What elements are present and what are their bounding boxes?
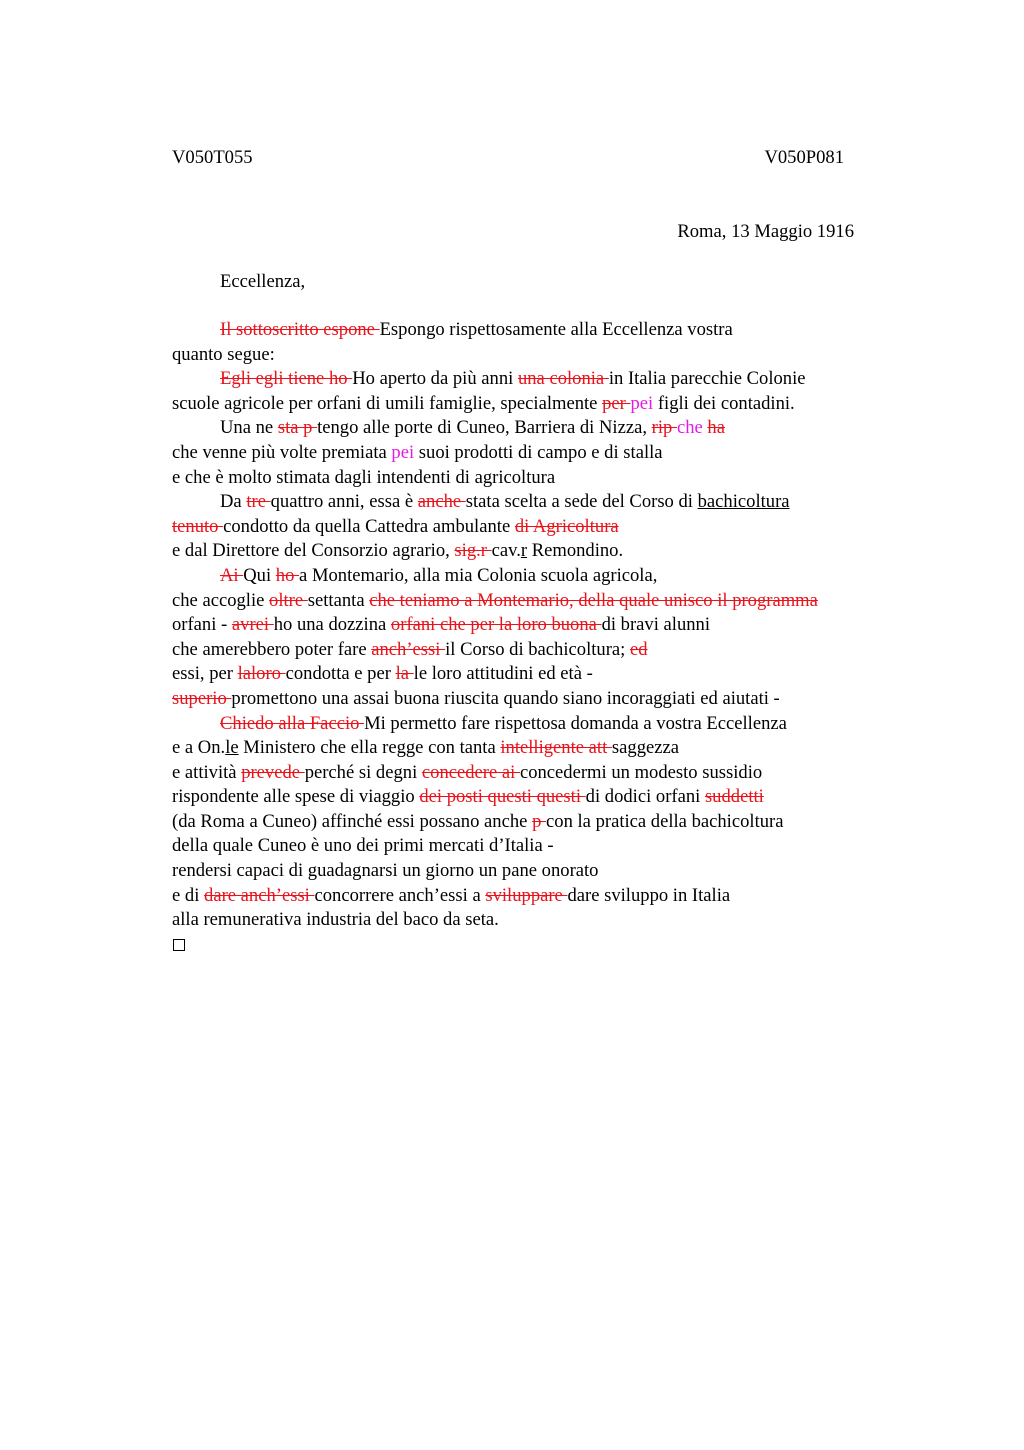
text-segment: Remondino. bbox=[527, 540, 624, 562]
text-segment: essi, per bbox=[172, 663, 238, 685]
text-segment: (da Roma a Cuneo) affinché essi possano anche bbox=[172, 810, 533, 832]
deleted-text: sta p bbox=[277, 417, 318, 439]
deleted-text: avrei bbox=[231, 614, 274, 636]
text-segment: Da bbox=[220, 491, 247, 513]
text-segment: ho una dozzina bbox=[273, 614, 391, 636]
text-segment: quattro anni, essa è bbox=[270, 491, 418, 513]
text-segment: Qui bbox=[243, 564, 276, 586]
deleted-text: Il sottoscritto espone bbox=[220, 319, 380, 340]
deleted-text: suddetti bbox=[704, 786, 764, 808]
text-segment: Mi permetto fare rispettosa domanda a vostra Eccellenza bbox=[364, 712, 787, 734]
deleted-text: una colonia bbox=[517, 368, 609, 390]
text-segment: settanta bbox=[307, 589, 370, 611]
letter-line bbox=[172, 367, 892, 392]
text-segment: e dal Direttore del Consorzio agrario, bbox=[172, 540, 455, 562]
deleted-text: intelligente att bbox=[500, 737, 612, 759]
inserted-text: che bbox=[676, 417, 703, 439]
text-segment: in Italia parecchie Colonie bbox=[608, 368, 806, 390]
letter-line bbox=[172, 785, 892, 810]
text-segment: suoi prodotti di campo e di stalla bbox=[414, 441, 663, 463]
deleted-text: sig.r bbox=[454, 540, 492, 562]
deleted-text: anche bbox=[417, 491, 466, 513]
text-segment: e attività bbox=[172, 761, 242, 783]
underlined-text: bachicoltura bbox=[697, 491, 790, 513]
text-segment: saggezza bbox=[611, 737, 679, 759]
text-segment: di dodici orfani bbox=[585, 786, 705, 808]
text-segment: le loro attitudini ed età - bbox=[413, 663, 593, 685]
letter-line bbox=[172, 564, 892, 589]
header-left-code: V050T055 bbox=[172, 147, 253, 168]
dateline: Roma, 13 Maggio 1916 bbox=[677, 221, 854, 242]
text-segment: orfani - bbox=[172, 614, 232, 636]
deleted-text: dare anch’essi bbox=[204, 884, 315, 906]
deleted-text: per bbox=[602, 392, 631, 414]
letter-line bbox=[172, 687, 892, 712]
letter-line bbox=[172, 761, 892, 786]
deleted-text: ha bbox=[707, 417, 725, 439]
letter-line bbox=[172, 416, 892, 441]
letter-line bbox=[172, 638, 892, 663]
text-segment: Ho aperto da più anni bbox=[352, 368, 518, 390]
deleted-text: superio bbox=[172, 687, 232, 709]
letter-line bbox=[172, 613, 892, 638]
text-segment: dare sviluppo in Italia bbox=[567, 884, 731, 906]
deleted-text: tre bbox=[246, 491, 271, 513]
deleted-text: ho bbox=[275, 564, 300, 586]
text-segment: perché si degni bbox=[304, 761, 422, 783]
letter-line bbox=[172, 490, 892, 515]
deleted-text: anch’essi bbox=[371, 638, 446, 660]
text-segment: e che è molto stimata dagli intendenti di agricoltura bbox=[172, 466, 556, 488]
deleted-text: la bbox=[395, 663, 414, 685]
deleted-text: p bbox=[532, 810, 547, 832]
deleted-text: che teniamo a Montemario, della quale unisco il programma bbox=[369, 589, 818, 611]
empty-square-icon bbox=[173, 939, 185, 951]
letter-line bbox=[172, 589, 892, 614]
deleted-text: dei posti questi questi bbox=[419, 786, 586, 808]
deleted-text: Ai bbox=[220, 564, 244, 586]
deleted-text: rip bbox=[651, 417, 677, 439]
text-segment: a Montemario, alla mia Colonia scuola agricola, bbox=[299, 564, 658, 586]
letter-line bbox=[172, 318, 892, 343]
text-segment: che amerebbero poter fare bbox=[172, 638, 372, 660]
letter-line bbox=[172, 343, 892, 368]
deleted-text: oltre bbox=[269, 589, 308, 611]
letter-line bbox=[172, 712, 892, 737]
text-segment: Ministero che ella regge con tanta bbox=[238, 737, 501, 759]
letter-line bbox=[172, 392, 892, 417]
text-segment: rendersi capaci di guadagnarsi un giorno un pane onorato bbox=[172, 860, 599, 882]
letter-line bbox=[172, 441, 892, 466]
text-segment: promettono una assai buona riuscita quando siano incoraggiati ed aiutati - bbox=[231, 687, 780, 709]
letter-line bbox=[172, 908, 892, 933]
text-segment: concorrere anch’essi a bbox=[314, 884, 486, 906]
text-segment: scuole agricole per orfani di umili famiglie, specialmente bbox=[172, 392, 603, 414]
letter-line bbox=[172, 834, 892, 859]
deleted-text: ed bbox=[629, 638, 648, 660]
deleted-text: di Agricoltura bbox=[514, 515, 619, 537]
text-segment: concedermi un modesto sussidio bbox=[519, 761, 763, 783]
letter-line bbox=[172, 859, 892, 884]
text-segment: della quale Cuneo è uno dei primi mercati d’Italia - bbox=[172, 835, 554, 857]
deleted-text: tenuto bbox=[172, 515, 224, 537]
header-right-code: V050P081 bbox=[764, 147, 844, 168]
deleted-text: concedere ai bbox=[421, 761, 520, 783]
text-segment: stata scelta a sede del Corso di bbox=[465, 491, 698, 513]
deleted-text: Egli egli tiene ho bbox=[220, 368, 353, 390]
deleted-text: sviluppare bbox=[485, 884, 568, 906]
inserted-text: pei bbox=[391, 441, 415, 463]
letter-line bbox=[172, 884, 892, 909]
letter-line bbox=[172, 539, 892, 564]
text-segment: e a On. bbox=[172, 737, 226, 759]
deleted-text: Chiedo alla Faccio bbox=[220, 712, 365, 734]
text-segment: quanto segue: bbox=[172, 343, 275, 365]
text-segment: e di bbox=[172, 884, 205, 906]
text-segment: condotto da quella Cattedra ambulante bbox=[223, 515, 515, 537]
text-segment: rispondente alle spese di viaggio bbox=[172, 786, 420, 808]
inserted-text: pei bbox=[630, 392, 654, 414]
letter-line bbox=[172, 810, 892, 835]
letter-line bbox=[172, 736, 892, 761]
letter-line bbox=[172, 515, 892, 540]
text-segment: cav. bbox=[491, 540, 521, 562]
text-segment: figli dei contadini. bbox=[653, 392, 795, 414]
letter-line bbox=[172, 662, 892, 687]
text-segment: con la pratica della bachicoltura bbox=[546, 810, 784, 832]
end-mark bbox=[172, 933, 892, 958]
text-segment: di bravi alunni bbox=[601, 614, 711, 636]
text-segment: tengo alle porte di Cuneo, Barriera di Nizza, bbox=[317, 417, 652, 439]
letter-line bbox=[172, 466, 892, 491]
deleted-text: prevede bbox=[241, 761, 305, 783]
salutation: Eccellenza, bbox=[220, 271, 306, 292]
underlined-text: r bbox=[520, 540, 528, 562]
deleted-text: laloro bbox=[237, 663, 286, 685]
deleted-text: orfani che per la loro buona bbox=[390, 614, 602, 636]
text-segment: condotta e per bbox=[285, 663, 396, 685]
text-segment: che venne più volte premiata bbox=[172, 441, 392, 463]
letter-lines bbox=[172, 318, 892, 933]
text-segment: Espongo rispettosamente alla Eccellenza vostra bbox=[379, 319, 733, 340]
letter-body bbox=[172, 318, 892, 957]
text-segment: il Corso di bachicoltura; bbox=[445, 638, 630, 660]
text-segment: alla remunerativa industria del baco da seta. bbox=[172, 909, 499, 931]
underlined-text: le bbox=[225, 737, 239, 759]
text-segment: che accoglie bbox=[172, 589, 270, 611]
text-segment: Una ne bbox=[220, 417, 278, 439]
